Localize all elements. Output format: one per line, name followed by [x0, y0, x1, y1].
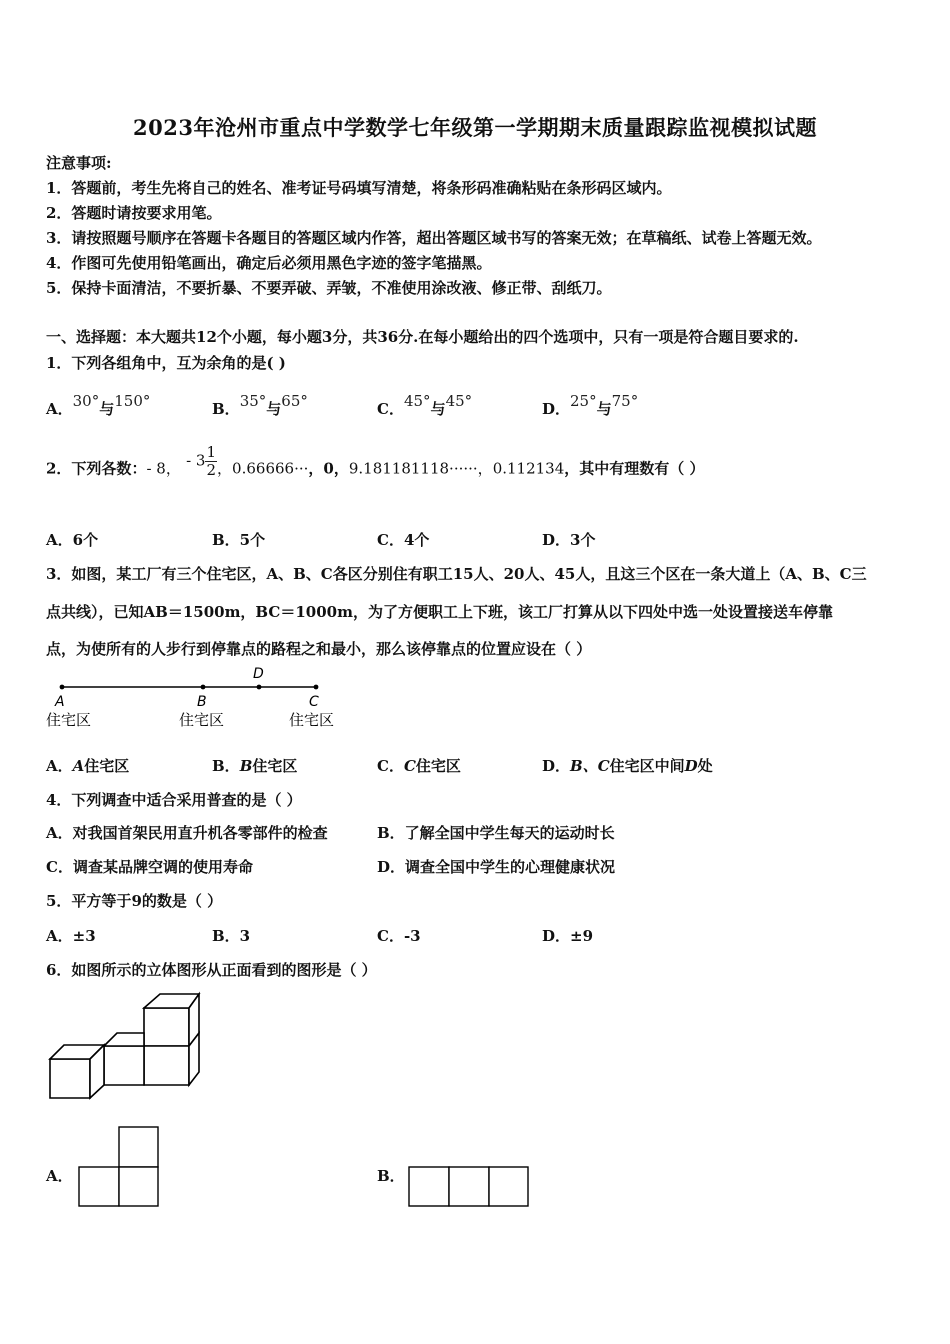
q3-stem-line-3: 点，为使所有的人步行到停靠点的路程之和最小，那么该停靠点的位置应设在（ ） [46, 640, 592, 658]
section-1-heading: 一、选择题：本大题共12个小题，每小题3分，共36分.在每小题给出的四个选项中，只有一项是符合题目要求的. [46, 328, 799, 346]
q4-stem: 4．下列调查中适合采用普查的是（ ） [46, 791, 302, 809]
q4-option-c[interactable]: C．调查某品牌空调的使用寿命 [46, 858, 253, 876]
q3-stem-line-1: 3．如图，某工厂有三个住宅区，A、B、C各区分别住有职工15人、20人、45人，且这三个区在一条大道上（A、B、C三 [46, 565, 867, 583]
q5-option-c[interactable]: C．-3 [377, 927, 421, 945]
q6-option-b-label[interactable]: B． [377, 1167, 405, 1185]
notice-item-2: 2．答题时请按要求用笔。 [46, 204, 222, 222]
q2-stem: 2．下列各数：- 8， - 3 $\frac{1}{2}$ ，0.66666···，0，9.181181118······，0.112134，其中有理数有（ ） [46, 443, 705, 479]
q3-line-figure [40, 662, 360, 732]
q6-stem: 6．如图所示的立体图形从正面看到的图形是（ ） [46, 961, 377, 979]
q6-a-square-top [119, 1127, 158, 1167]
q2-option-b[interactable]: B．5个 [212, 531, 266, 549]
q4-option-a[interactable]: A．对我国首架民用直升机各零部件的检查 [46, 824, 328, 842]
q1-option-b[interactable]: B．35°与65° [212, 392, 308, 418]
notice-item-4: 4．作图可先使用铅笔画出，确定后必须用黑色字迹的签字笔描黑。 [46, 254, 492, 272]
q6-cube-middle-front [104, 1046, 144, 1085]
q1-option-d[interactable]: D．25°与75° [542, 392, 639, 418]
notice-item-5: 5．保持卡面清洁，不要折暴、不要弄破、弄皱，不准使用涂改液、修正带、刮纸刀。 [46, 279, 612, 297]
q3-option-c[interactable]: C．C住宅区 [377, 757, 461, 775]
q2-option-d[interactable]: D．3个 [542, 531, 596, 549]
q3-stem-line-2: 点共线），已知AB＝1500m，BC＝1000m，为了方便职工上下班，该工厂打算从以下四处中选一处设置接送车停靠 [46, 603, 833, 621]
q5-option-a[interactable]: A．±3 [46, 927, 96, 945]
q2-option-c[interactable]: C．4个 [377, 531, 430, 549]
q3-option-b[interactable]: B．B住宅区 [212, 757, 298, 775]
q3-point-a [60, 685, 65, 690]
q3-point-c [314, 685, 319, 690]
q6-b-square-2 [449, 1167, 489, 1206]
q4-option-d[interactable]: D．调查全国中学生的心理健康状况 [377, 858, 616, 876]
q6-a-square-left [79, 1167, 119, 1206]
q3-label-c: C [309, 694, 319, 710]
q6-a-square-right [119, 1167, 158, 1206]
q6-cube-top-front [144, 1008, 189, 1046]
q3-label-d: D [253, 666, 264, 682]
q3-zone-b: 住宅区 [179, 711, 225, 729]
q6-b-square-1 [409, 1167, 449, 1206]
q3-zone-a: 住宅区 [46, 711, 92, 729]
q6-option-a-label[interactable]: A． [46, 1167, 73, 1185]
q3-option-a[interactable]: A．A住宅区 [46, 757, 130, 775]
q6-cube-right-front [144, 1046, 189, 1085]
q3-label-b: B [197, 694, 207, 710]
q2-option-a[interactable]: A．6个 [46, 531, 99, 549]
q6-solid-figure [44, 990, 204, 1102]
q5-option-b[interactable]: B．3 [212, 927, 251, 945]
q6-option-b-figure[interactable] [408, 1166, 530, 1208]
q4-option-b[interactable]: B．了解全国中学生每天的运动时长 [377, 824, 615, 842]
notice-item-1: 1．答题前，考生先将自己的姓名、准考证号码填写清楚，将条形码准确粘贴在条形码区域内。 [46, 179, 672, 197]
q1-option-a[interactable]: A．30°与150° [46, 392, 151, 418]
page-title: 2023年沧州市重点中学数学七年级第一学期期末质量跟踪监视模拟试题 [133, 115, 817, 140]
q1-option-c[interactable]: C．45°与45° [377, 392, 473, 418]
q3-label-a: A [55, 694, 65, 710]
q3-option-d[interactable]: D．B、C住宅区中间D处 [542, 757, 713, 775]
notice-heading: 注意事项: [46, 154, 112, 172]
q3-point-d [257, 685, 262, 690]
q3-zone-c: 住宅区 [289, 711, 335, 729]
q6-cube-middle-top [104, 1033, 144, 1046]
q1-stem: 1．下列各组角中，互为余角的是( ) [46, 354, 286, 372]
notice-item-3: 3．请按照题号顺序在答题卡各题目的答题区域内作答，超出答题区域书写的答案无效；在草稿纸、试卷上答题无效。 [46, 229, 822, 247]
q6-b-square-3 [489, 1167, 528, 1206]
q5-option-d[interactable]: D．±9 [542, 927, 594, 945]
q2-mixed-number: - 3 $\frac{1}{2}$ [186, 443, 217, 479]
q5-stem: 5．平方等于9的数是（ ） [46, 892, 223, 910]
q6-cube-left-front [50, 1059, 90, 1098]
q3-point-b [201, 685, 206, 690]
q6-option-a-figure[interactable] [78, 1126, 160, 1208]
